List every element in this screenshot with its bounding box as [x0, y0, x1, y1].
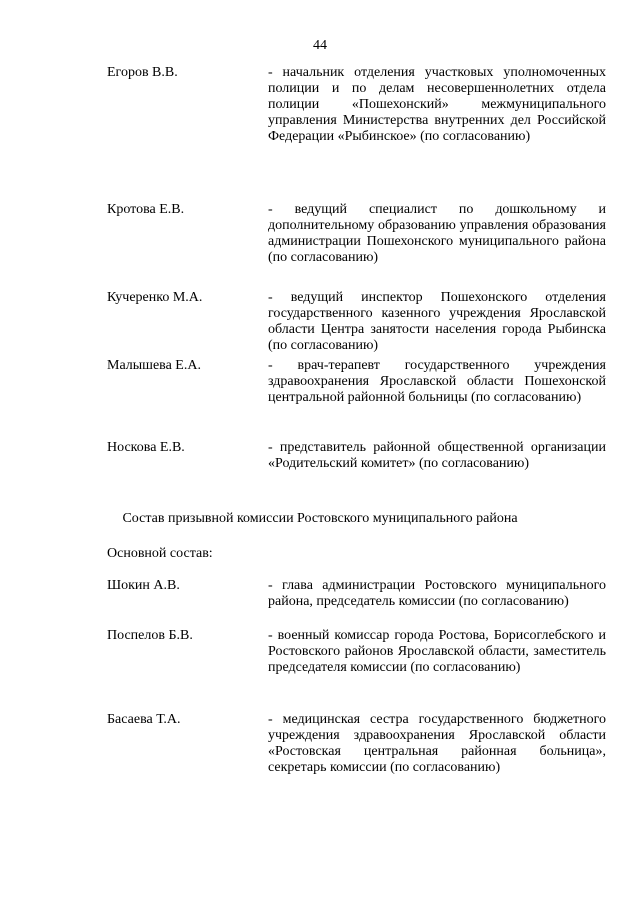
member-description: - военный комиссар города Ростова, Борисоглебского и Ростовского районов Ярославской области, заместитель председателя комиссии (по согласованию): [268, 628, 606, 675]
page-number: 44: [313, 38, 327, 53]
member-name: Басаева Т.А.: [107, 712, 181, 727]
member-description: - представитель районной общественной организации «Родительский комитет» (по согласованию): [268, 440, 606, 471]
section-heading: Состав призывной комиссии Ростовского муниципального района: [122, 511, 518, 526]
member-name: Малышева Е.А.: [107, 358, 201, 373]
member-description: - медицинская сестра государственного бюджетного учреждения здравоохранения Ярославской области «Ростовская центральная районная больница», секретарь комиссии (по согласованию): [268, 712, 606, 775]
member-description: - врач-терапевт государственного учреждения здравоохранения Ярославской области Пошехонской центральной районной больницы (по согласованию): [268, 358, 606, 405]
section-subheading: Основной состав:: [107, 546, 213, 561]
member-description: - ведущий специалист по дошкольному и дополнительному образованию управления образования администрации Пошехонского муниципального района (по согласованию): [268, 202, 606, 265]
member-description: - начальник отделения участковых уполномоченных полиции и по делам несовершеннолетних отдела полиции «Пошехонский» межмуниципального управления Министерства внутренних дел Российской Федерации «Рыбинское» (по согласованию): [268, 65, 606, 144]
member-name: Егоров В.В.: [107, 65, 178, 80]
member-name: Шокин А.В.: [107, 578, 180, 593]
member-name: Поспелов Б.В.: [107, 628, 193, 643]
member-name: Кучеренко М.А.: [107, 290, 203, 305]
member-description: - ведущий инспектор Пошехонского отделения государственного казенного учреждения Ярославской области Центра занятости населения города Рыбинска (по согласованию): [268, 290, 606, 353]
member-name: Кротова Е.В.: [107, 202, 185, 217]
member-name: Носкова Е.В.: [107, 440, 185, 455]
member-description: - глава администрации Ростовского муниципального района, председатель комиссии (по согласованию): [268, 578, 606, 609]
